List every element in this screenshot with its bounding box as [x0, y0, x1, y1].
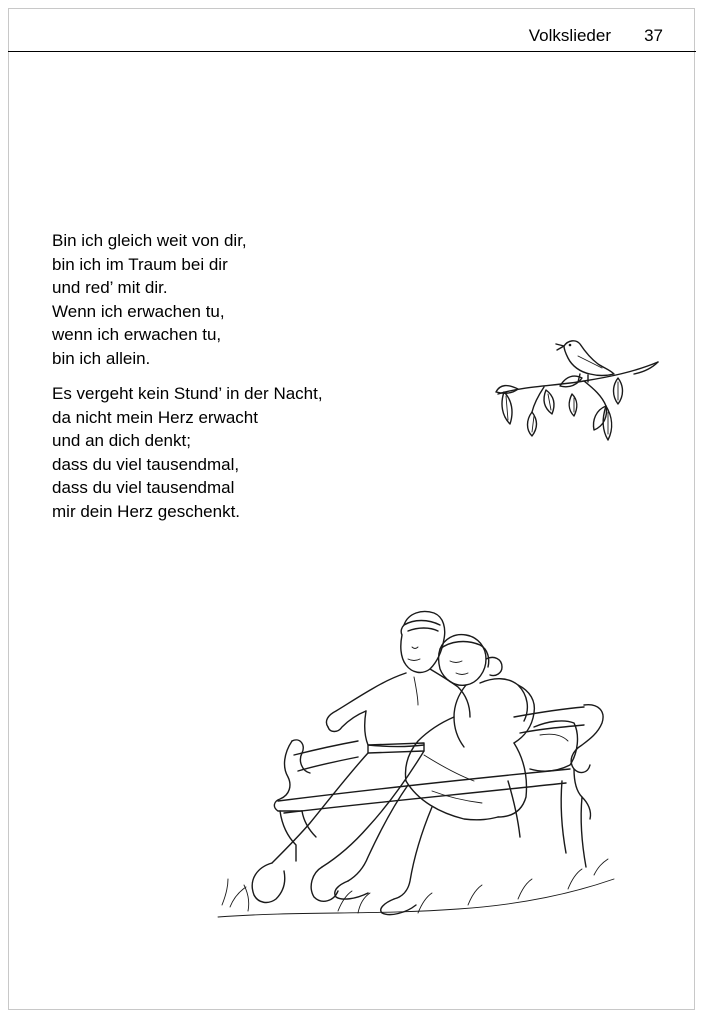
stanza-1: [52, 229, 247, 370]
stanza-2: [52, 382, 323, 523]
page-header: [8, 24, 663, 48]
bird-on-branch-icon: [494, 334, 662, 448]
verse-line: mir dein Herz geschenkt.: [52, 501, 241, 521]
verse-line: dass du viel tausendmal: [52, 478, 235, 497]
verse-line: und an dich denkt;: [52, 431, 191, 450]
running-title: Volkslieder: [528, 26, 611, 45]
verse-line: wenn ich erwachen tu,: [52, 325, 222, 344]
couple-on-bench-icon: [218, 605, 618, 920]
verse-line: dass du viel tausendmal,: [52, 454, 240, 474]
verse-line: da nicht mein Herz erwacht: [52, 407, 258, 427]
verse-line: bin ich allein.: [52, 348, 151, 368]
verse-line: Bin ich gleich weit von dir,: [52, 231, 247, 250]
page-number: 37: [644, 26, 663, 45]
verse-line: Es vergeht kein Stund’ in der Nacht,: [52, 384, 323, 403]
header-rule: [8, 51, 696, 52]
verse-line: Wenn ich erwachen tu,: [52, 301, 225, 321]
verse-line: und red’ mit dir.: [52, 278, 168, 297]
verse-line: bin ich im Traum bei dir: [52, 254, 228, 274]
